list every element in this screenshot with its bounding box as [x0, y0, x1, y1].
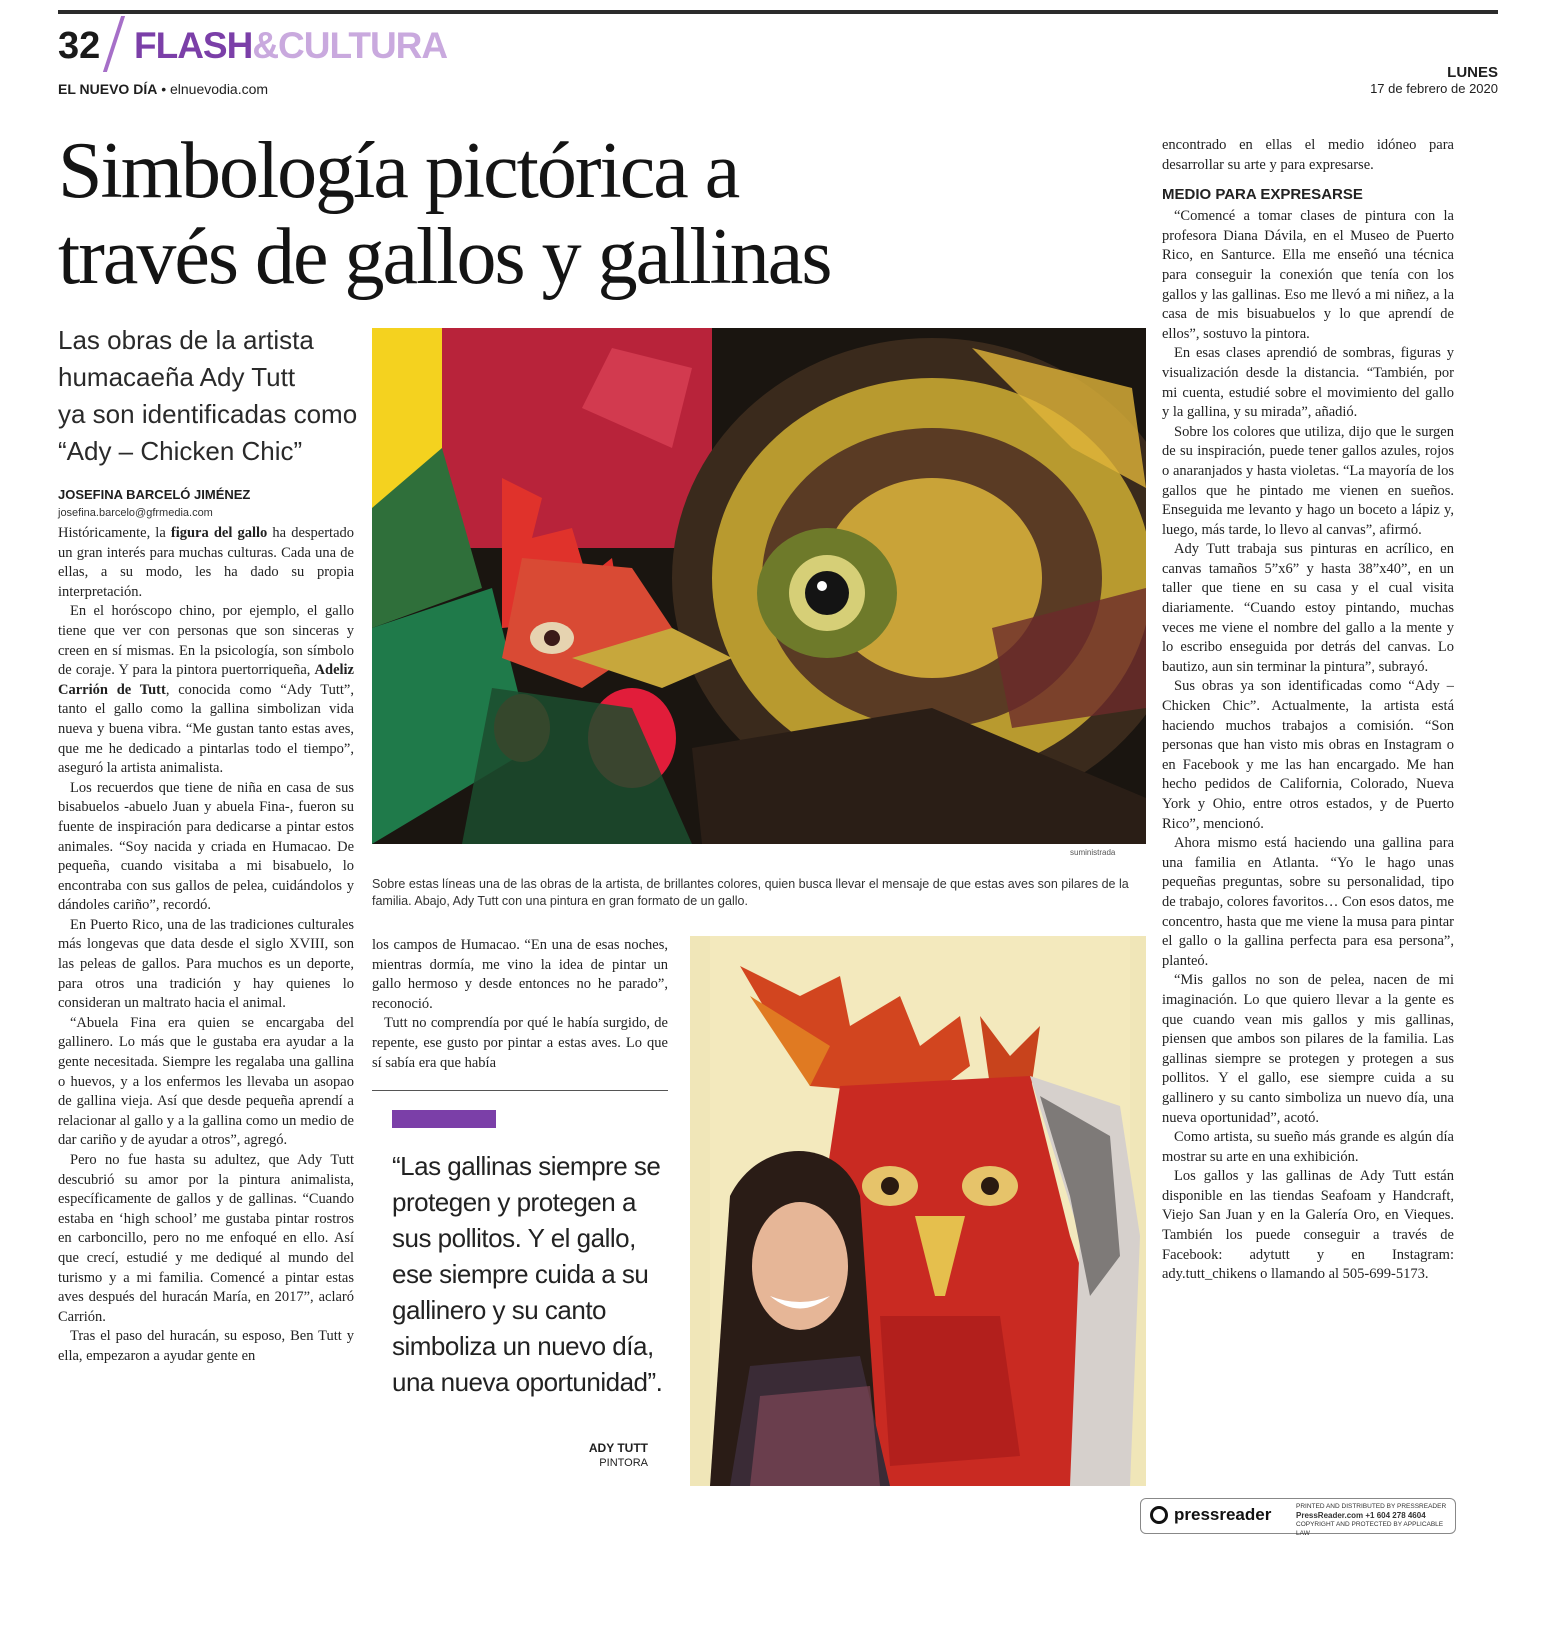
body-column-3	[1162, 136, 1454, 1506]
issue-date-text: 17 de febrero de 2020	[1370, 81, 1498, 96]
pressreader-brand: pressreader	[1174, 1505, 1272, 1524]
top-rule	[58, 10, 1498, 14]
pullquote-attribution	[540, 1440, 648, 1471]
pullquote-rule	[372, 1090, 668, 1091]
pullquote-role: PINTORA	[599, 1457, 648, 1469]
author-email[interactable]: josefina.barcelo@gfrmedia.com	[58, 507, 213, 519]
paragraph: En esas clases aprendió de sombras, figuras y visualización desde la distancia. “También, por mi cuenta, estudié sobre el movimiento del gallo y la gallina, y su mirada”, añadió.	[1162, 345, 1454, 421]
issue-day: LUNES	[1447, 64, 1498, 81]
paragraph: encontrado en ellas el medio idóneo para desarrollar su arte y para expresarse.	[1162, 137, 1454, 173]
body-column-2	[372, 936, 668, 1086]
photo-credit: suministrada	[1070, 848, 1116, 857]
paragraph: Los recuerdos que tiene de niña en casa de sus bisabuelos -abuelo Juan y abuela Fina-, fueron su fuente de inspiración para dedicarse a pintar estos animales. “Soy nacida y criada en Humacao. De pequeña, cuando visitaba a mi bisabuelo, lo encontraba con sus gallos de pelea, cuidándolos y dándoles cariño”, recordó.	[58, 779, 354, 914]
paragraph: Sobre los colores que utiliza, dijo que le surgen de su inspiración, puede tener gallos azules, rojos o anaranjados y hasta violetas. “La mayoría de los gallos que he pintado me vienen en sueños. Enseguida me levanto y hago un boceto a lápiz y, luego, más tarde, lo llevo al canvas”, afirmó.	[1162, 423, 1454, 538]
paragraph: Ahora mismo está haciendo una gallina para una familia en Atlanta. “Yo le hago unas pequeñas preguntas, sobre su personalidad, tipo de trabajo, colores favoritos… Con esos datos, me concentro, hasta que me viene la musa para pintar el gallo o la gallina perfecta para esa persona”, planteó.	[1162, 835, 1454, 969]
pressreader-notice	[1296, 1502, 1452, 1538]
paper-site: • elnuevodia.com	[161, 81, 269, 97]
paragraph: “Mis gallos no son de pelea, nacen de mi imaginación. Lo que quiero llevar a la gente es que cuando vean mis gallos y mis gallinas, piensen que ambos son pilares de la familia. Las gallinas siempre se protegen y protegen a sus pollitos. Y el gallo, ese siempre cuida a su gallinero y su canto simboliza un nuevo día, una nueva oportunidad”, acotó.	[1162, 972, 1454, 1126]
issue-date	[1370, 64, 1498, 97]
artist-photo-image	[690, 936, 1146, 1486]
pressreader-line: COPYRIGHT AND PROTECTED BY APPLICABLE LAW	[1296, 1521, 1444, 1537]
text-run: , conocida como “Ady Tutt”, tanto el gallo como la gallina simbolizan vida nueva y buena vibra. “Me gustan tanto estas aves, que me he dedicado a pintarlas todo el tiempo”, aseguró la artista animalista.	[58, 681, 354, 777]
subhead: MEDIO PARA EXPRESARSE	[1162, 186, 1363, 204]
pullquote-accent-bar	[392, 1110, 496, 1128]
headline-line-1: Simbología pictórica a	[58, 127, 739, 215]
pressreader-line: PRINTED AND DISTRIBUTED BY PRESSREADER	[1296, 1503, 1447, 1510]
paragraph: Como artista, su sueño más grande es algún día mostrar su arte en una exhibición.	[1162, 1129, 1454, 1165]
section-slash	[103, 16, 125, 72]
paragraph: Pero no fue hasta su adultez, que Ady Tutt descubrió su amor por la pintura animalista, específicamente de gallos y de gallinas. “Cuando estaba en ‘high school’ me gustaba pintar rostros en carboncillo, pero no me enfoqué en ello. Así que crecí, estudié y me dediqué al mundo del turismo y a mi familia. Comencé a pintar estas aves después del huracán María, en 2017”, aclaró Carrión.	[58, 1152, 354, 1325]
paragraph	[58, 524, 354, 602]
text-run: ha despertado un gran interés para muchas culturas. Cada una de ellas, a su modo, les ha dado su propia interpretación.	[58, 525, 354, 600]
pressreader-line: PressReader.com +1 604 278 4604	[1296, 1511, 1426, 1520]
pullquote-text: “Las gallinas siempre se protegen y protegen a sus pollitos. Y el gallo, ese siempre cuida a su gallinero y su canto simboliza un nuevo día, una nueva oportunidad”.	[392, 1151, 663, 1397]
paper-name: EL NUEVO DÍA	[58, 81, 158, 97]
byline: JOSEFINA BARCELÓ JIMÉNEZ	[58, 487, 251, 502]
deck-line: Las obras de la artista	[58, 325, 314, 355]
paragraph	[58, 602, 354, 778]
headline-line-2: través de gallos y gallinas	[58, 213, 831, 301]
bold-run: figura del gallo	[170, 525, 268, 541]
section-title	[134, 26, 447, 66]
paper-masthead	[58, 80, 268, 98]
paragraph: Tutt no comprendía por qué le había surgido, de repente, ese gusto por pintar a estas aves. Lo que sí sabía era que había	[372, 1015, 668, 1071]
paragraph: “Comencé a tomar clases de pintura con la profesora Diana Dávila, en el Museo de Puerto Rico, en Santurce. Ella me enseñó una técnica para conseguir la conexión que tenía con los gallos y las gallinas. Eso me llevó a mi niñez, a la casa de mis bisuabuelos y lo que aprendí de ellos”, sostuvo la pintora.	[1162, 208, 1454, 342]
paragraph: los campos de Humacao. “En una de esas noches, mientras dormía, me vino la idea de pintar un gallo hermoso y desde entonces no he parado”, reconoció.	[372, 937, 668, 1012]
bold-run: Adeliz Carrión de Tutt	[58, 662, 354, 698]
paragraph: “Abuela Fina era quien se encargaba del gallinero. Lo más que le gustaba era ayudar a la gente necesitada. Siempre les regalaba una gallina o huevos, y a los enfermos les llevaba un asopao de gallina vieja. Así que desde pequeña aprendí a relacionar al gallo y a la gallina como un medio de dar cariño y de ayudar a otros”, agregó.	[58, 1014, 354, 1149]
text-run: Históricamente, la	[58, 525, 171, 541]
paragraph: Sus obras ya son identificadas como “Ady – Chicken Chic”. Actualmente, la artista está haciendo muchos trabajos a comisión. “Son personas que han visto mis obras en Instagram o en Facebook y me las han encargado. Me han hecho pedidos de California, Colorado, Nueva York y Ohio, entre otros estados, y de Puerto Rico”, mencionó.	[1162, 678, 1454, 832]
deck	[58, 322, 358, 470]
page-number: 32	[58, 25, 101, 67]
pullquote-author: ADY TUTT	[588, 1441, 648, 1455]
text-run: En el horóscopo chino, por ejemplo, el gallo tiene que ver con personas que son sinceras y creen en sí mismas. En la psicología, son símbolo de coraje. Y para la pintora puertorriqueña,	[58, 603, 354, 679]
deck-line: humacaeña Ady Tutt	[58, 362, 296, 392]
paragraph: Ady Tutt trabaja sus pinturas en acrílico, en canvas tamaños 5”x6” y hasta 38”x40”, en un taller que tiene en su casa y el cual visita diariamente. “Cuando estoy pintando, muchas veces me viene el nombre del gallo a la mente y lo escribo enseguida por detrás del canvas. Lo bautizo, aun sin terminar la pintura”, subrayó.	[1162, 541, 1454, 675]
paragraph: Los gallos y las gallinas de Ady Tutt están disponible en las tiendas Seafoam y Handcraft, Viejo San Juan y en la Galería Oro, en Vieques. También los puede conseguir a través de Facebook: adytutt y en Instagram: ady.tutt_chikens o llamando al 505-699-5173.	[1162, 1168, 1454, 1283]
body-column-1	[58, 524, 354, 1534]
paragraph: En Puerto Rico, una de las tradiciones culturales más longevas que data desde el siglo XVIII, son las peleas de gallos. Para muchos es un deporte, para otros una tradición y hay quienes lo consideran un maltrato hacia el animal.	[58, 916, 354, 1012]
section-title-part2: &CULTURA	[252, 25, 448, 66]
deck-line: ya son identificadas como	[58, 399, 358, 429]
photo-caption: Sobre estas líneas una de las obras de la artista, de brillantes colores, quien busca llevar el mensaje de que estas aves son pilares de la familia. Abajo, Ady Tutt con una pintura en gran formato de un gallo.	[372, 877, 1129, 908]
paragraph: Tras el paso del huracán, su esposo, Ben Tutt y ella, empezaron a ayudar gente en	[58, 1328, 354, 1364]
rooster-painting-image	[372, 328, 1146, 844]
headline	[58, 128, 1158, 300]
deck-line: “Ady – Chicken Chic”	[58, 436, 303, 466]
pressreader-logo-icon	[1150, 1506, 1168, 1524]
section-title-part1: FLASH	[134, 25, 253, 66]
